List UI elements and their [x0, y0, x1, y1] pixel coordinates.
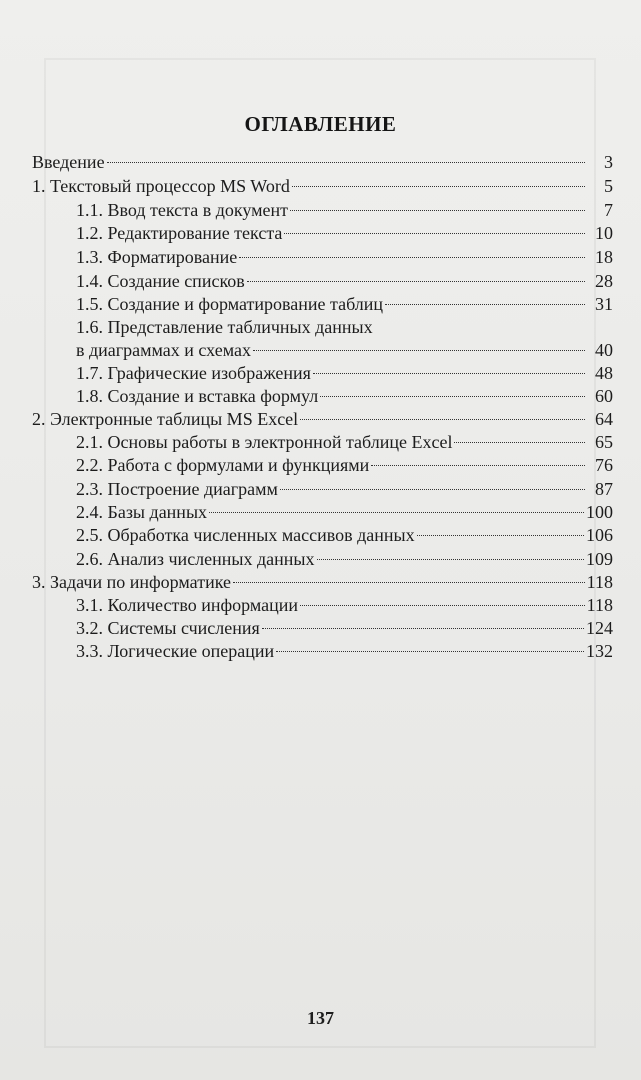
toc-entry-page: 76 — [595, 455, 613, 475]
toc-entry-page: 7 — [604, 200, 613, 220]
toc-entry-page: 60 — [595, 386, 613, 406]
page-title: ОГЛАВЛЕНИЕ — [244, 112, 397, 136]
toc-entry-page: 5 — [604, 176, 613, 196]
toc-entry-page: 18 — [595, 247, 613, 267]
toc-entry-2-2 — [76, 453, 613, 477]
toc-entry-label: 2.5. Обработка численных массивов данных — [76, 525, 415, 545]
toc-entry-page: 28 — [595, 271, 613, 291]
dot-leader — [454, 442, 585, 443]
toc-entry-1-3 — [76, 245, 613, 269]
toc-entry-page: 48 — [595, 363, 613, 383]
toc-entry-page: 118 — [586, 572, 613, 592]
toc-entry-label: 1.1. Ввод текста в документ — [76, 200, 289, 220]
toc-entry-label: 3.2. Системы счисления — [76, 618, 260, 638]
toc-entry-1-4 — [76, 269, 613, 293]
dot-leader — [233, 582, 585, 583]
toc-entry-page: 64 — [595, 409, 613, 429]
toc-entry-page: 109 — [586, 549, 613, 569]
toc-entry-introduction — [32, 150, 613, 174]
dot-leader — [239, 257, 585, 258]
dot-leader — [284, 233, 585, 234]
dot-leader — [300, 419, 585, 420]
toc-entry-1-6 — [76, 338, 613, 362]
dot-leader — [276, 651, 584, 652]
toc-entry-chapter-2 — [32, 407, 613, 431]
toc-entry-label: 3. Задачи по информатике — [32, 572, 231, 592]
toc-entry-page: 100 — [586, 502, 613, 522]
page-number: 137 — [307, 1008, 334, 1028]
toc-entry-page: 132 — [586, 641, 613, 661]
dot-leader — [320, 396, 585, 397]
dot-leader — [292, 186, 585, 187]
toc-entry-1-8 — [76, 384, 613, 408]
dot-leader — [417, 535, 584, 536]
toc-entry-1-5 — [76, 292, 613, 316]
toc-entry-label: 1.4. Создание списков — [76, 271, 245, 291]
toc-entry-label: 1. Текстовый процессор MS Word — [32, 176, 290, 196]
toc-entry-2-5 — [76, 523, 613, 547]
toc-entry-label: 2. Электронные таблицы MS Excel — [32, 409, 299, 429]
toc-entry-page: 40 — [595, 340, 613, 360]
dot-leader — [107, 162, 585, 163]
dot-leader — [253, 350, 585, 351]
toc-entry-page: 106 — [586, 525, 613, 545]
toc-entry-1-2 — [76, 221, 613, 245]
toc-entry-3-1 — [76, 593, 613, 617]
toc-entry-label: 1.3. Форматирование — [76, 247, 238, 267]
toc-entry-label: Введение — [32, 152, 105, 172]
toc-entry-label: 1.2. Редактирование текста — [76, 223, 283, 243]
toc-entry-label: 2.2. Работа с формулами и функциями — [76, 455, 370, 475]
toc-entry-page: 10 — [595, 223, 613, 243]
toc-entry-page: 118 — [586, 595, 613, 615]
toc-entry-1-1 — [76, 198, 613, 222]
toc-entry-3-3 — [76, 639, 613, 663]
toc-entry-label: 2.6. Анализ численных данных — [76, 549, 315, 569]
toc-entry-2-3 — [76, 477, 613, 501]
toc-entry-2-6 — [76, 547, 613, 571]
toc-entry-3-2 — [76, 616, 613, 640]
toc-entry-2-4 — [76, 500, 613, 524]
toc-entry-page: 31 — [595, 294, 613, 314]
dot-leader — [385, 304, 585, 305]
dot-leader — [313, 373, 585, 374]
dot-leader — [290, 210, 585, 211]
toc-entry-label: 2.4. Базы данных — [76, 502, 208, 522]
toc-entry-page: 87 — [595, 479, 613, 499]
toc-entry-1-7 — [76, 361, 613, 385]
toc-entry-chapter-3 — [32, 570, 613, 594]
dot-leader — [371, 465, 585, 466]
toc-entry-chapter-1 — [32, 174, 613, 198]
toc-entry-label: 1.7. Графические изображения — [76, 363, 311, 383]
dot-leader — [317, 559, 584, 560]
dot-leader — [209, 512, 584, 513]
dot-leader — [300, 605, 585, 606]
toc-entry-label: 2.3. Построение диаграмм — [76, 479, 278, 499]
dot-leader — [262, 628, 584, 629]
toc-entry-label: 1.5. Создание и форматирование таблиц — [76, 294, 384, 314]
dot-leader — [247, 281, 585, 282]
toc-entry-page: 65 — [595, 432, 613, 452]
toc-entry-page: 3 — [604, 152, 613, 172]
toc-entry-label: в диаграммах и схемах — [76, 340, 251, 360]
toc-entry-1-6-line1: 1.6. Представление табличных данных — [76, 317, 373, 337]
toc-entry-label: 3.3. Логические операции — [76, 641, 275, 661]
toc-entry-2-1 — [76, 430, 613, 454]
dot-leader — [280, 489, 585, 490]
toc-entry-label: 1.8. Создание и вставка формул — [76, 386, 319, 406]
toc-entry-page: 124 — [586, 618, 613, 638]
toc-entry-label: 2.1. Основы работы в электронной таблице Excel — [76, 432, 453, 452]
toc-entry-label: 3.1. Количество информации — [76, 595, 299, 615]
